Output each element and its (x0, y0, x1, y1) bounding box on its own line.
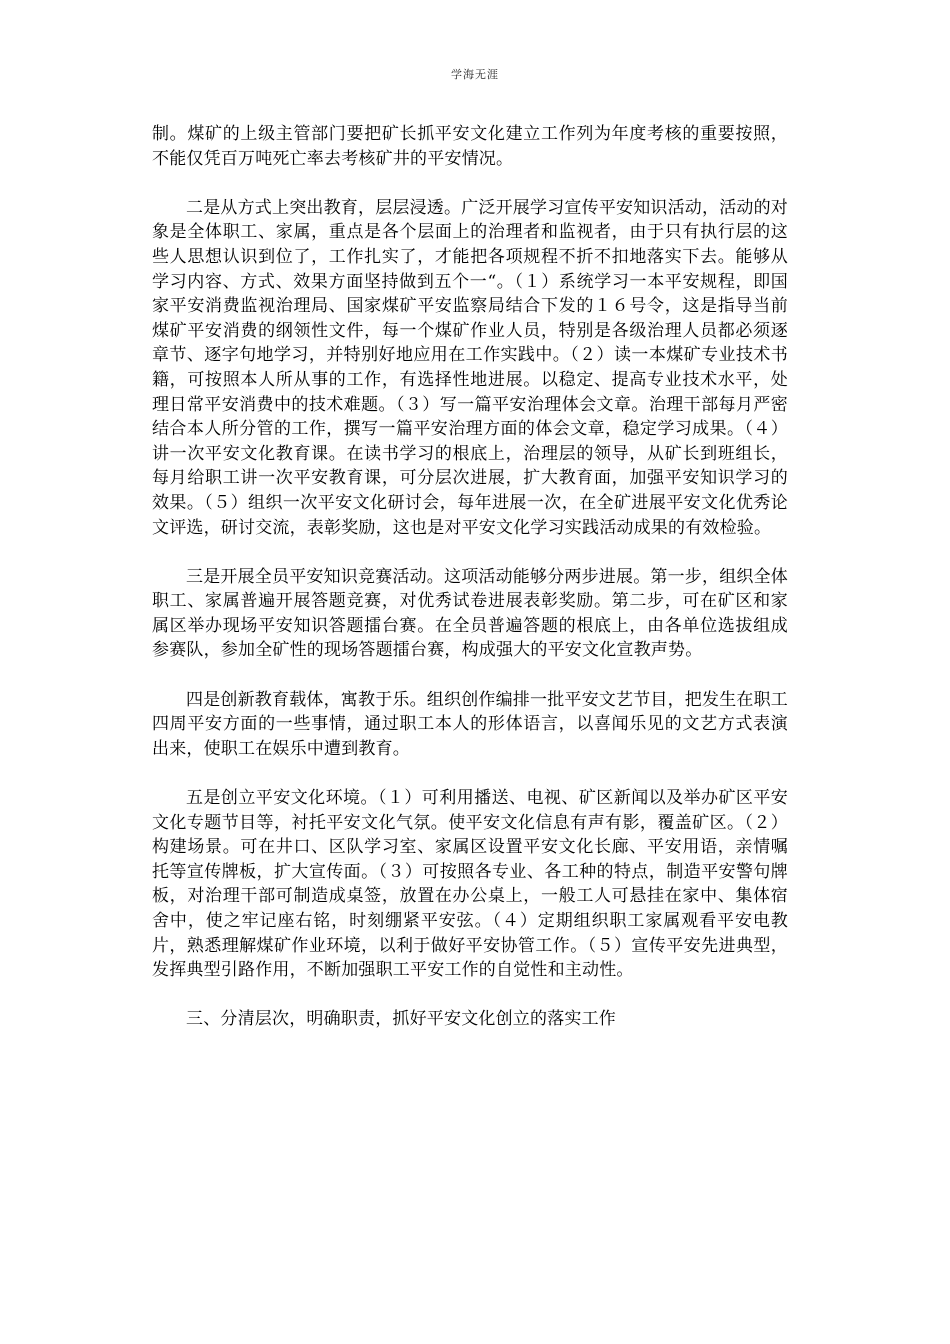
page-header: 学海无涯 (451, 68, 499, 81)
document-body (152, 122, 788, 1057)
paragraph-continuation: 制。煤矿的上级主管部门要把矿长抓平安文化建立工作列为年度考核的重要按照，不能仅凭百万吨死亡率去考核矿井的平安情况。 (152, 124, 788, 169)
paragraph-knowledge-contest: 三是开展全员平安知识竞赛活动。这项活动能够分两步进展。第一步，组织全体职工、家属普遍开展答题竞赛，对优秀试卷进展表彰奖励。第二步，可在矿区和家属区举办现场平安知识答题擂台赛。在全员普遍答题的根底上，由各单位选拔组成参赛队，参加全矿性的现场答题擂台赛，构成强大的平安文化宣教声势。 (152, 566, 788, 661)
paragraph-education-methods: 二是从方式上突出教育，层层浸透。广泛开展学习宣传平安知识活动，活动的对象是全体职工、家属，重点是各个层面上的治理者和监视者，由于只有执行层的这些人思想认识到位了，工作扎实了，才能把各项规程不折不扣地落实下去。能够从学习内容、方式、效果方面坚持做到五个一“。（１）系统学习一本平安规程，即国家平安消费监视治理局、国家煤矿平安监察局结合下发的１６号令，这是指导当前煤矿平安消费的纲领性文件，每一个煤矿作业人员，特别是各级治理人员都必须逐章节、逐字句地学习，并特别好地应用在工作实践中。（２）读一本煤矿专业技术书籍，可按照本人所从事的工作，有选择性地进展。以稳定、提高专业技术水平，处理日常平安消费中的技术难题。（３）写一篇平安治理体会文章。治理干部每月严密结合本人所分管的工作，撰写一篇平安治理方面的体会文章，稳定学习成果。（４）讲一次平安文化教育课。在读书学习的根底上，治理层的领导，从矿长到班组长，每月给职工讲一次平安教育课，可分层次进展，扩大教育面，加强平安知识学习的效果。（５）组织一次平安文化研讨会，每年进展一次，在全矿进展平安文化优秀论文评选，研讨交流，表彰奖励，这也是对平安文化学习实践活动成果的有效检验。 (152, 197, 788, 538)
paragraph-safety-environment: 五是创立平安文化环境。（１）可利用播送、电视、矿区新闻以及举办矿区平安文化专题节目等，衬托平安文化气氛。使平安文化信息有声有影，覆盖矿区。（２）构建场景。可在井口、区队学习室、家属区设置平安文化长廊、平安用语，亲情嘱托等宣传牌板，扩大宣传面。（３）可按照各专业、各工种的特点，制造平安警句牌板，对治理干部可制造成桌签，放置在办公桌上，一般工人可悬挂在家中、集体宿舍中，使之牢记座右铭，时刻绷紧平安弦。（４）定期组织职工家属观看平安电教片，熟悉理解煤矿作业环境，以利于做好平安协管工作。（５）宣传平安先进典型，发挥典型引路作用，不断加强职工平安工作的自觉性和主动性。 (152, 788, 788, 981)
section-heading: 三、分清层次，明确职责，抓好平安文化创立的落实工作 (186, 1009, 616, 1030)
paragraph-education-carrier: 四是创新教育载体，寓教于乐。组织创作编排一批平安文艺节目，把发生在职工四周平安方面的一些事情，通过职工本人的形体语言，以喜闻乐见的文艺方式表演出来，使职工在娱乐中遭到教育。 (152, 689, 788, 759)
